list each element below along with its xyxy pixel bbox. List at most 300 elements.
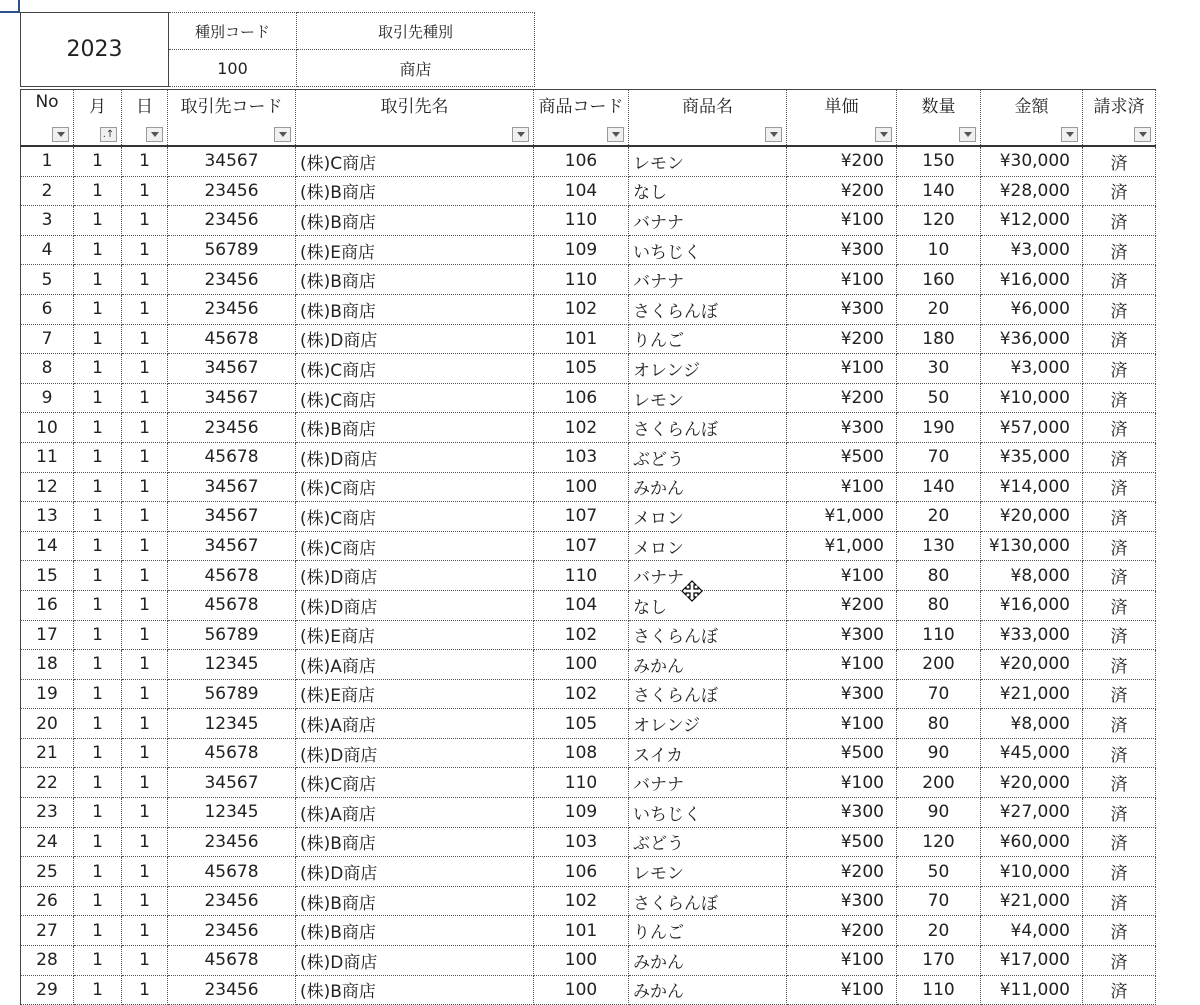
cell-day[interactable]: 1 — [122, 709, 168, 739]
cell-day[interactable]: 1 — [122, 798, 168, 828]
cell-no[interactable]: 18 — [21, 650, 74, 680]
cell-unit_price[interactable]: ¥100 — [787, 975, 897, 1005]
column-header-quantity[interactable] — [897, 90, 981, 147]
cell-no[interactable]: 8 — [21, 354, 74, 384]
cell-month[interactable]: 1 — [74, 502, 122, 532]
filter-dropdown-icon[interactable] — [512, 127, 529, 142]
cell-product_name[interactable]: スイカ — [629, 738, 787, 768]
cell-client_code[interactable]: 34567 — [168, 502, 296, 532]
cell-day[interactable]: 1 — [122, 886, 168, 916]
cell-billed[interactable]: 済 — [1083, 324, 1156, 354]
cell-day[interactable]: 1 — [122, 916, 168, 946]
cell-no[interactable]: 26 — [21, 886, 74, 916]
cell-day[interactable]: 1 — [122, 857, 168, 887]
cell-client_name[interactable]: (株)D商店 — [296, 324, 534, 354]
cell-billed[interactable]: 済 — [1083, 827, 1156, 857]
cell-month[interactable]: 1 — [74, 265, 122, 295]
column-header-product_name[interactable] — [629, 90, 787, 147]
cell-day[interactable]: 1 — [122, 975, 168, 1005]
cell-product_name[interactable]: さくらんぼ — [629, 620, 787, 650]
cell-client_code[interactable]: 34567 — [168, 768, 296, 798]
cell-no[interactable]: 24 — [21, 827, 74, 857]
cell-unit_price[interactable]: ¥100 — [787, 206, 897, 236]
cell-product_code[interactable]: 104 — [534, 176, 629, 206]
cell-quantity[interactable]: 50 — [897, 383, 981, 413]
column-header-product_code[interactable] — [534, 90, 629, 147]
cell-month[interactable]: 1 — [74, 620, 122, 650]
cell-month[interactable]: 1 — [74, 768, 122, 798]
cell-client_name[interactable]: (株)A商店 — [296, 709, 534, 739]
cell-product_name[interactable]: バナナ — [629, 265, 787, 295]
cell-client_code[interactable]: 23456 — [168, 886, 296, 916]
cell-billed[interactable]: 済 — [1083, 768, 1156, 798]
cell-month[interactable]: 1 — [74, 561, 122, 591]
cell-client_name[interactable]: (株)C商店 — [296, 146, 534, 176]
cell-no[interactable]: 23 — [21, 798, 74, 828]
cell-amount[interactable]: ¥10,000 — [981, 383, 1083, 413]
cell-no[interactable]: 2 — [21, 176, 74, 206]
cell-client_code[interactable]: 23456 — [168, 206, 296, 236]
cell-month[interactable]: 1 — [74, 857, 122, 887]
cell-unit_price[interactable]: ¥300 — [787, 679, 897, 709]
cell-product_code[interactable]: 106 — [534, 146, 629, 176]
cell-client_name[interactable]: (株)C商店 — [296, 354, 534, 384]
cell-month[interactable]: 1 — [74, 206, 122, 236]
cell-billed[interactable]: 済 — [1083, 265, 1156, 295]
cell-unit_price[interactable]: ¥1,000 — [787, 502, 897, 532]
cell-quantity[interactable]: 80 — [897, 561, 981, 591]
cell-product_name[interactable]: いちじく — [629, 235, 787, 265]
cell-client_name[interactable]: (株)B商店 — [296, 827, 534, 857]
cell-client_code[interactable]: 12345 — [168, 709, 296, 739]
cell-day[interactable]: 1 — [122, 383, 168, 413]
cell-client_name[interactable]: (株)B商店 — [296, 975, 534, 1005]
cell-billed[interactable]: 済 — [1083, 442, 1156, 472]
cell-quantity[interactable]: 80 — [897, 709, 981, 739]
cell-amount[interactable]: ¥14,000 — [981, 472, 1083, 502]
cell-unit_price[interactable]: ¥500 — [787, 827, 897, 857]
cell-quantity[interactable]: 20 — [897, 502, 981, 532]
cell-client_code[interactable]: 34567 — [168, 383, 296, 413]
cell-quantity[interactable]: 90 — [897, 738, 981, 768]
cell-client_name[interactable]: (株)C商店 — [296, 383, 534, 413]
cell-client_name[interactable]: (株)C商店 — [296, 531, 534, 561]
cell-product_code[interactable]: 105 — [534, 354, 629, 384]
cell-unit_price[interactable]: ¥300 — [787, 413, 897, 443]
cell-unit_price[interactable]: ¥100 — [787, 354, 897, 384]
cell-quantity[interactable]: 90 — [897, 798, 981, 828]
client-type-label[interactable]: 取引先種別 — [297, 13, 535, 50]
cell-billed[interactable]: 済 — [1083, 650, 1156, 680]
cell-billed[interactable]: 済 — [1083, 383, 1156, 413]
cell-day[interactable]: 1 — [122, 946, 168, 976]
cell-amount[interactable]: ¥3,000 — [981, 235, 1083, 265]
cell-unit_price[interactable]: ¥300 — [787, 620, 897, 650]
cell-client_name[interactable]: (株)E商店 — [296, 620, 534, 650]
cell-product_name[interactable]: オレンジ — [629, 354, 787, 384]
cell-product_code[interactable]: 107 — [534, 502, 629, 532]
cell-day[interactable]: 1 — [122, 294, 168, 324]
cell-day[interactable]: 1 — [122, 176, 168, 206]
cell-day[interactable]: 1 — [122, 827, 168, 857]
cell-billed[interactable]: 済 — [1083, 354, 1156, 384]
cell-amount[interactable]: ¥10,000 — [981, 857, 1083, 887]
cell-billed[interactable]: 済 — [1083, 916, 1156, 946]
cell-product_name[interactable]: メロン — [629, 531, 787, 561]
cell-product_name[interactable]: りんご — [629, 916, 787, 946]
cell-month[interactable]: 1 — [74, 176, 122, 206]
cell-unit_price[interactable]: ¥100 — [787, 561, 897, 591]
cell-amount[interactable]: ¥35,000 — [981, 442, 1083, 472]
cell-day[interactable]: 1 — [122, 768, 168, 798]
cell-client_code[interactable]: 45678 — [168, 442, 296, 472]
cell-client_name[interactable]: (株)C商店 — [296, 768, 534, 798]
cell-amount[interactable]: ¥21,000 — [981, 679, 1083, 709]
cell-client_code[interactable]: 45678 — [168, 590, 296, 620]
cell-quantity[interactable]: 30 — [897, 354, 981, 384]
cell-product_name[interactable]: レモン — [629, 146, 787, 176]
cell-no[interactable]: 28 — [21, 946, 74, 976]
cell-client_name[interactable]: (株)D商店 — [296, 738, 534, 768]
cell-unit_price[interactable]: ¥300 — [787, 798, 897, 828]
cell-client_code[interactable]: 23456 — [168, 265, 296, 295]
cell-product_code[interactable]: 100 — [534, 975, 629, 1005]
cell-unit_price[interactable]: ¥200 — [787, 176, 897, 206]
cell-amount[interactable]: ¥16,000 — [981, 265, 1083, 295]
cell-day[interactable]: 1 — [122, 472, 168, 502]
cell-no[interactable]: 12 — [21, 472, 74, 502]
cell-product_name[interactable]: バナナ — [629, 561, 787, 591]
filter-dropdown-icon[interactable] — [959, 127, 976, 142]
cell-billed[interactable]: 済 — [1083, 620, 1156, 650]
cell-product_name[interactable]: ぶどう — [629, 442, 787, 472]
cell-day[interactable]: 1 — [122, 738, 168, 768]
cell-amount[interactable]: ¥3,000 — [981, 354, 1083, 384]
cell-product_code[interactable]: 102 — [534, 886, 629, 916]
column-header-client_code[interactable] — [168, 90, 296, 147]
cell-no[interactable]: 19 — [21, 679, 74, 709]
cell-day[interactable]: 1 — [122, 442, 168, 472]
cell-unit_price[interactable]: ¥500 — [787, 738, 897, 768]
cell-product_code[interactable]: 110 — [534, 768, 629, 798]
cell-quantity[interactable]: 150 — [897, 146, 981, 176]
cell-day[interactable]: 1 — [122, 146, 168, 176]
cell-client_name[interactable]: (株)E商店 — [296, 679, 534, 709]
cell-quantity[interactable]: 70 — [897, 886, 981, 916]
cell-client_code[interactable]: 45678 — [168, 324, 296, 354]
cell-product_code[interactable]: 102 — [534, 620, 629, 650]
cell-client_name[interactable]: (株)D商店 — [296, 590, 534, 620]
cell-month[interactable]: 1 — [74, 413, 122, 443]
cell-client_name[interactable]: (株)E商店 — [296, 235, 534, 265]
cell-no[interactable]: 7 — [21, 324, 74, 354]
cell-client_code[interactable]: 23456 — [168, 176, 296, 206]
cell-billed[interactable]: 済 — [1083, 413, 1156, 443]
filter-dropdown-icon[interactable] — [607, 127, 624, 142]
cell-product_name[interactable]: みかん — [629, 472, 787, 502]
filter-dropdown-icon[interactable] — [1061, 127, 1078, 142]
cell-amount[interactable]: ¥6,000 — [981, 294, 1083, 324]
cell-client_code[interactable]: 56789 — [168, 620, 296, 650]
cell-product_name[interactable]: さくらんぼ — [629, 294, 787, 324]
cell-billed[interactable]: 済 — [1083, 709, 1156, 739]
cell-month[interactable]: 1 — [74, 709, 122, 739]
filter-dropdown-icon[interactable] — [1134, 127, 1151, 142]
cell-unit_price[interactable]: ¥200 — [787, 590, 897, 620]
cell-day[interactable]: 1 — [122, 413, 168, 443]
column-header-day[interactable] — [122, 90, 168, 147]
cell-client_name[interactable]: (株)A商店 — [296, 650, 534, 680]
filter-dropdown-icon[interactable] — [274, 127, 291, 142]
cell-product_name[interactable]: オレンジ — [629, 709, 787, 739]
cell-no[interactable]: 13 — [21, 502, 74, 532]
sort-filter-button-icon[interactable]: .↑ — [100, 127, 117, 142]
cell-client_code[interactable]: 23456 — [168, 413, 296, 443]
cell-amount[interactable]: ¥20,000 — [981, 768, 1083, 798]
cell-unit_price[interactable]: ¥500 — [787, 442, 897, 472]
cell-unit_price[interactable]: ¥200 — [787, 146, 897, 176]
cell-billed[interactable]: 済 — [1083, 561, 1156, 591]
cell-product_name[interactable]: なし — [629, 176, 787, 206]
cell-product_code[interactable]: 103 — [534, 442, 629, 472]
cell-quantity[interactable]: 80 — [897, 590, 981, 620]
cell-no[interactable]: 6 — [21, 294, 74, 324]
cell-month[interactable]: 1 — [74, 590, 122, 620]
cell-billed[interactable]: 済 — [1083, 946, 1156, 976]
cell-month[interactable]: 1 — [74, 975, 122, 1005]
cell-quantity[interactable]: 180 — [897, 324, 981, 354]
filter-dropdown-icon[interactable] — [875, 127, 892, 142]
cell-amount[interactable]: ¥21,000 — [981, 886, 1083, 916]
cell-no[interactable]: 11 — [21, 442, 74, 472]
cell-client_name[interactable]: (株)B商店 — [296, 176, 534, 206]
cell-amount[interactable]: ¥17,000 — [981, 946, 1083, 976]
cell-amount[interactable]: ¥57,000 — [981, 413, 1083, 443]
cell-product_name[interactable]: ぶどう — [629, 827, 787, 857]
cell-unit_price[interactable]: ¥100 — [787, 650, 897, 680]
cell-product_name[interactable]: さくらんぼ — [629, 413, 787, 443]
cell-no[interactable]: 21 — [21, 738, 74, 768]
cell-no[interactable]: 10 — [21, 413, 74, 443]
type-code-label[interactable]: 種別コード — [169, 13, 297, 50]
cell-day[interactable]: 1 — [122, 235, 168, 265]
cell-day[interactable]: 1 — [122, 679, 168, 709]
cell-product_code[interactable]: 108 — [534, 738, 629, 768]
cell-day[interactable]: 1 — [122, 354, 168, 384]
cell-no[interactable]: 5 — [21, 265, 74, 295]
cell-unit_price[interactable]: ¥200 — [787, 857, 897, 887]
cell-unit_price[interactable]: ¥200 — [787, 383, 897, 413]
cell-product_code[interactable]: 109 — [534, 235, 629, 265]
cell-unit_price[interactable]: ¥100 — [787, 472, 897, 502]
cell-quantity[interactable]: 200 — [897, 768, 981, 798]
cell-product_name[interactable]: りんご — [629, 324, 787, 354]
cell-month[interactable]: 1 — [74, 531, 122, 561]
cell-quantity[interactable]: 70 — [897, 442, 981, 472]
cell-product_name[interactable]: レモン — [629, 857, 787, 887]
cell-billed[interactable]: 済 — [1083, 679, 1156, 709]
cell-product_code[interactable]: 101 — [534, 916, 629, 946]
cell-product_name[interactable]: なし — [629, 590, 787, 620]
cell-quantity[interactable]: 20 — [897, 916, 981, 946]
column-header-month[interactable] — [74, 90, 122, 147]
cell-billed[interactable]: 済 — [1083, 294, 1156, 324]
cell-quantity[interactable]: 160 — [897, 265, 981, 295]
column-header-unit_price[interactable] — [787, 90, 897, 147]
cell-client_code[interactable]: 34567 — [168, 531, 296, 561]
cell-amount[interactable]: ¥20,000 — [981, 650, 1083, 680]
cell-unit_price[interactable]: ¥300 — [787, 294, 897, 324]
cell-billed[interactable]: 済 — [1083, 176, 1156, 206]
cell-product_code[interactable]: 100 — [534, 946, 629, 976]
cell-product_code[interactable]: 103 — [534, 827, 629, 857]
cell-product_name[interactable]: さくらんぼ — [629, 886, 787, 916]
cell-month[interactable]: 1 — [74, 738, 122, 768]
cell-billed[interactable]: 済 — [1083, 590, 1156, 620]
cell-billed[interactable]: 済 — [1083, 502, 1156, 532]
cell-quantity[interactable]: 70 — [897, 679, 981, 709]
cell-client_code[interactable]: 12345 — [168, 798, 296, 828]
cell-client_code[interactable]: 45678 — [168, 561, 296, 591]
cell-unit_price[interactable]: ¥200 — [787, 916, 897, 946]
cell-client_name[interactable]: (株)C商店 — [296, 472, 534, 502]
cell-month[interactable]: 1 — [74, 442, 122, 472]
cell-product_code[interactable]: 106 — [534, 857, 629, 887]
cell-client_code[interactable]: 56789 — [168, 679, 296, 709]
cell-quantity[interactable]: 110 — [897, 975, 981, 1005]
cell-billed[interactable]: 済 — [1083, 235, 1156, 265]
cell-no[interactable]: 25 — [21, 857, 74, 887]
cell-amount[interactable]: ¥8,000 — [981, 709, 1083, 739]
cell-no[interactable]: 17 — [21, 620, 74, 650]
cell-unit_price[interactable]: ¥1,000 — [787, 531, 897, 561]
cell-client_name[interactable]: (株)D商店 — [296, 946, 534, 976]
cell-billed[interactable]: 済 — [1083, 857, 1156, 887]
cell-product_name[interactable]: さくらんぼ — [629, 679, 787, 709]
cell-client_code[interactable]: 45678 — [168, 857, 296, 887]
cell-client_name[interactable]: (株)B商店 — [296, 206, 534, 236]
cell-client_name[interactable]: (株)D商店 — [296, 561, 534, 591]
cell-quantity[interactable]: 190 — [897, 413, 981, 443]
cell-quantity[interactable]: 130 — [897, 531, 981, 561]
cell-no[interactable]: 15 — [21, 561, 74, 591]
cell-product_code[interactable]: 110 — [534, 206, 629, 236]
cell-quantity[interactable]: 120 — [897, 827, 981, 857]
cell-month[interactable]: 1 — [74, 354, 122, 384]
cell-product_name[interactable]: バナナ — [629, 206, 787, 236]
cell-product_name[interactable]: みかん — [629, 946, 787, 976]
cell-product_code[interactable]: 110 — [534, 265, 629, 295]
cell-client_name[interactable]: (株)C商店 — [296, 502, 534, 532]
cell-amount[interactable]: ¥8,000 — [981, 561, 1083, 591]
cell-client_code[interactable]: 12345 — [168, 650, 296, 680]
column-header-no[interactable] — [21, 90, 74, 147]
cell-client_name[interactable]: (株)B商店 — [296, 916, 534, 946]
cell-amount[interactable]: ¥60,000 — [981, 827, 1083, 857]
cell-no[interactable]: 29 — [21, 975, 74, 1005]
cell-unit_price[interactable]: ¥100 — [787, 946, 897, 976]
cell-client_name[interactable]: (株)A商店 — [296, 798, 534, 828]
cell-month[interactable]: 1 — [74, 235, 122, 265]
cell-no[interactable]: 9 — [21, 383, 74, 413]
cell-day[interactable]: 1 — [122, 531, 168, 561]
cell-amount[interactable]: ¥33,000 — [981, 620, 1083, 650]
cell-client_name[interactable]: (株)B商店 — [296, 294, 534, 324]
cell-product_code[interactable]: 102 — [534, 294, 629, 324]
cell-product_code[interactable]: 102 — [534, 413, 629, 443]
client-type-value[interactable]: 商店 — [297, 50, 535, 87]
cell-billed[interactable]: 済 — [1083, 975, 1156, 1005]
cell-unit_price[interactable]: ¥200 — [787, 324, 897, 354]
cell-product_name[interactable]: みかん — [629, 975, 787, 1005]
cell-amount[interactable]: ¥20,000 — [981, 502, 1083, 532]
column-header-client_name[interactable] — [296, 90, 534, 147]
cell-quantity[interactable]: 110 — [897, 620, 981, 650]
cell-month[interactable]: 1 — [74, 650, 122, 680]
cell-no[interactable]: 22 — [21, 768, 74, 798]
cell-day[interactable]: 1 — [122, 561, 168, 591]
cell-day[interactable]: 1 — [122, 206, 168, 236]
cell-month[interactable]: 1 — [74, 916, 122, 946]
cell-quantity[interactable]: 10 — [897, 235, 981, 265]
cell-month[interactable]: 1 — [74, 472, 122, 502]
cell-no[interactable]: 20 — [21, 709, 74, 739]
cell-product_code[interactable]: 106 — [534, 383, 629, 413]
cell-unit_price[interactable]: ¥300 — [787, 886, 897, 916]
cell-product_code[interactable]: 101 — [534, 324, 629, 354]
cell-billed[interactable]: 済 — [1083, 798, 1156, 828]
cell-unit_price[interactable]: ¥100 — [787, 709, 897, 739]
cell-amount[interactable]: ¥30,000 — [981, 146, 1083, 176]
cell-day[interactable]: 1 — [122, 590, 168, 620]
cell-quantity[interactable]: 140 — [897, 176, 981, 206]
cell-amount[interactable]: ¥4,000 — [981, 916, 1083, 946]
cell-client_code[interactable]: 56789 — [168, 235, 296, 265]
cell-month[interactable]: 1 — [74, 324, 122, 354]
cell-month[interactable]: 1 — [74, 383, 122, 413]
cell-day[interactable]: 1 — [122, 324, 168, 354]
cell-day[interactable]: 1 — [122, 650, 168, 680]
cell-month[interactable]: 1 — [74, 146, 122, 176]
cell-quantity[interactable]: 20 — [897, 294, 981, 324]
cell-no[interactable]: 27 — [21, 916, 74, 946]
cell-day[interactable]: 1 — [122, 502, 168, 532]
cell-quantity[interactable]: 50 — [897, 857, 981, 887]
cell-month[interactable]: 1 — [74, 946, 122, 976]
cell-no[interactable]: 3 — [21, 206, 74, 236]
cell-product_code[interactable]: 110 — [534, 561, 629, 591]
filter-dropdown-icon[interactable] — [765, 127, 782, 142]
cell-product_code[interactable]: 104 — [534, 590, 629, 620]
cell-amount[interactable]: ¥11,000 — [981, 975, 1083, 1005]
cell-client_name[interactable]: (株)D商店 — [296, 442, 534, 472]
cell-billed[interactable]: 済 — [1083, 472, 1156, 502]
cell-no[interactable]: 1 — [21, 146, 74, 176]
cell-unit_price[interactable]: ¥100 — [787, 265, 897, 295]
cell-quantity[interactable]: 200 — [897, 650, 981, 680]
cell-product_code[interactable]: 102 — [534, 679, 629, 709]
cell-client_code[interactable]: 34567 — [168, 472, 296, 502]
cell-amount[interactable]: ¥27,000 — [981, 798, 1083, 828]
filter-dropdown-icon[interactable] — [146, 127, 163, 142]
cell-client_code[interactable]: 23456 — [168, 975, 296, 1005]
cell-client_name[interactable]: (株)B商店 — [296, 413, 534, 443]
cell-product_code[interactable]: 107 — [534, 531, 629, 561]
cell-quantity[interactable]: 140 — [897, 472, 981, 502]
cell-month[interactable]: 1 — [74, 679, 122, 709]
filter-dropdown-icon[interactable] — [52, 127, 69, 142]
cell-month[interactable]: 1 — [74, 886, 122, 916]
